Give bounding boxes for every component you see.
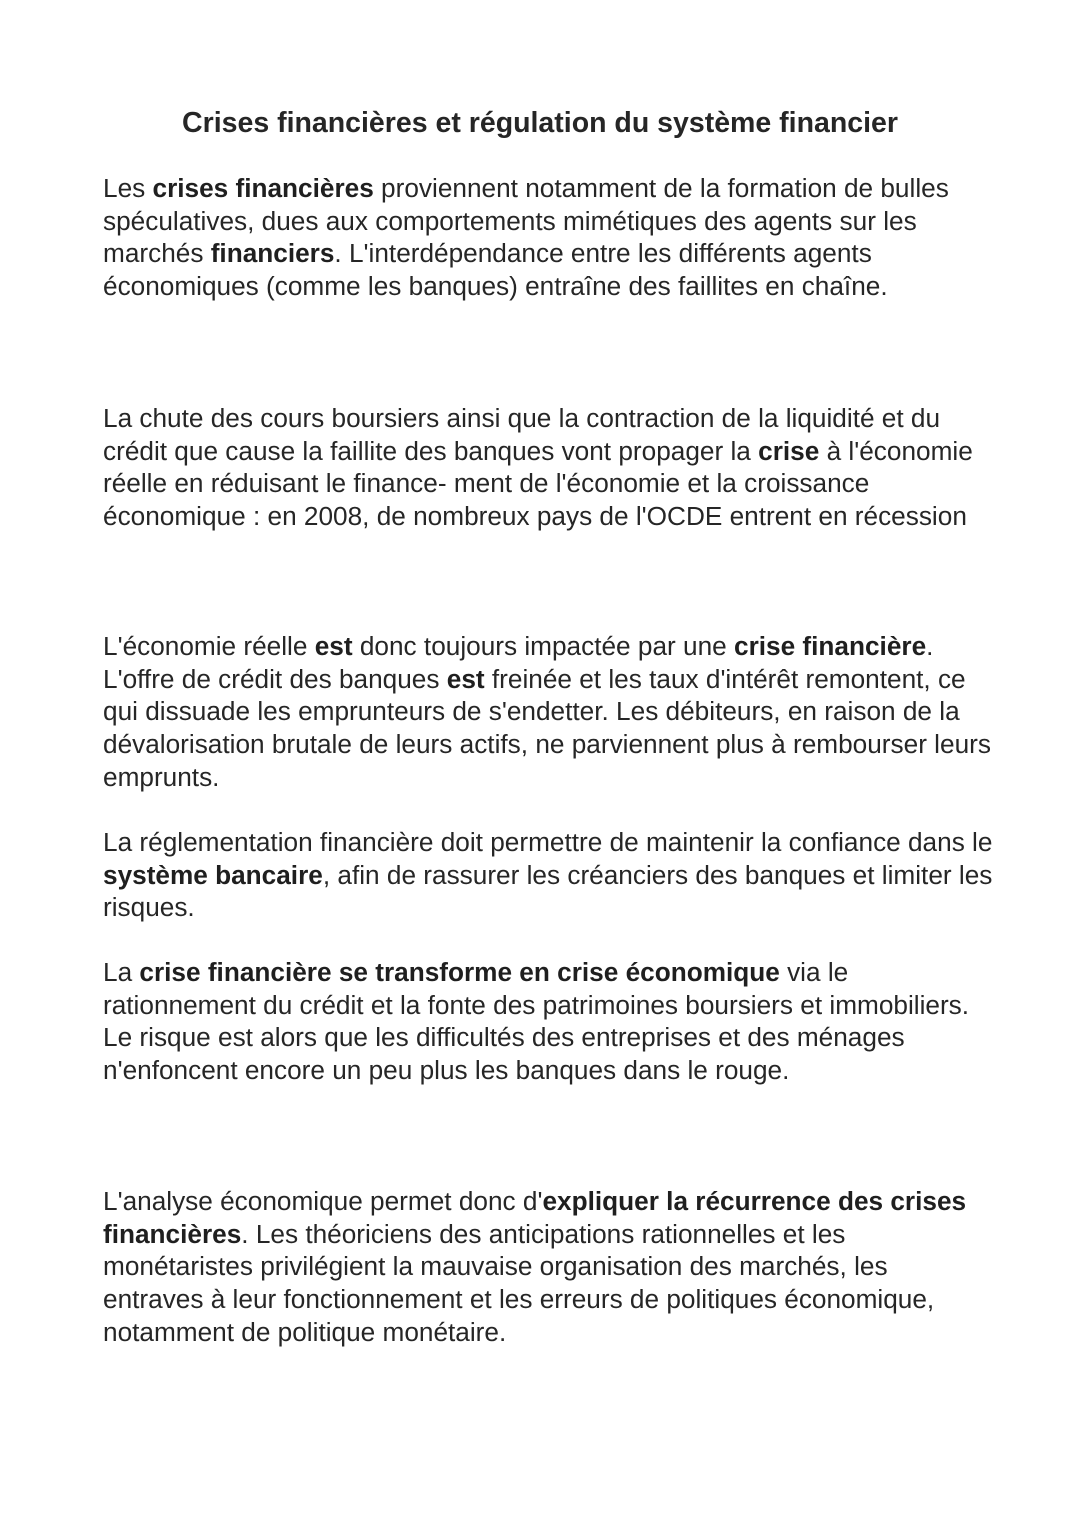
bold-text-run: système bancaire: [103, 859, 323, 890]
text-run: L'analyse économique permet donc d': [103, 1186, 543, 1216]
text-run: via le rationnement du crédit et la fonte des patrimoines boursiers et immobiliers. Le risque est alors que les difficultés des entreprises et des ménages n'enfoncent encore un peu plus les banques dans le rouge.: [103, 957, 970, 1086]
paragraph-1: [103, 172, 993, 303]
text-run: . Les théoriciens des anticipations rationnelles et les monétaristes privilégient la mauvaise organisation des marchés, les entraves à leur fonctionnement et les erreurs de politiques économique, notamment de politique monétaire.: [103, 1218, 935, 1347]
document-title: Crises financières et régulation du système financier: [182, 107, 898, 139]
text-run: à l'économie réelle en réduisant le finance- ment de l'économie et la croissance économique : en 2008, de nombreux pays de l'OCDE entrent en récession: [103, 435, 973, 532]
paragraph-6: [103, 1185, 993, 1349]
bold-text-run: crise financière se transforme en crise économique: [139, 957, 780, 987]
text-run: Les: [103, 173, 153, 203]
paragraph-2: [103, 402, 993, 533]
text-run: La chute des cours boursiers ainsi que la contraction de la liquidité et du crédit que cause la faillite des banques vont propager la: [103, 403, 941, 466]
bold-text-run: crises financières: [152, 173, 374, 203]
paragraph-3: [103, 630, 993, 794]
text-run: La réglementation financière doit permettre de maintenir la confiance dans le: [103, 827, 993, 857]
text-run: . L'interdépendance entre les différents agents économiques (comme les banques) entraîne des faillites en chaîne.: [103, 238, 888, 302]
paragraph-5: [103, 956, 993, 1087]
bold-text-run: crise financière: [734, 631, 927, 661]
text-run: L'économie réelle: [103, 631, 315, 661]
text-run: . L'offre de crédit des banques: [103, 631, 934, 694]
text-run: freinée et les taux d'intérêt remontent, ce qui dissuade les emprunteurs de s'endetter. Les débiteurs, en raison de la dévalorisation brutale de leurs actifs, ne parviennent plus à rembourser leurs emprunts.: [103, 663, 991, 792]
bold-text-run: expliquer la récurrence des crises financières: [103, 1186, 967, 1249]
text-run: proviennent notamment de la formation de bulles spéculatives, dues aux comportements mimétiques des agents sur les marchés: [103, 173, 949, 269]
bold-text-run: est: [314, 631, 353, 661]
text-run: donc toujours impactée par une: [352, 631, 734, 661]
text-run: , afin de rassurer les créanciers des banques et limiter les risques.: [103, 859, 993, 923]
bold-text-run: est: [446, 663, 485, 694]
bold-text-run: crise: [758, 435, 820, 466]
paragraph-4: [103, 826, 993, 924]
bold-text-run: financiers: [210, 238, 335, 269]
text-run: La: [103, 957, 140, 987]
